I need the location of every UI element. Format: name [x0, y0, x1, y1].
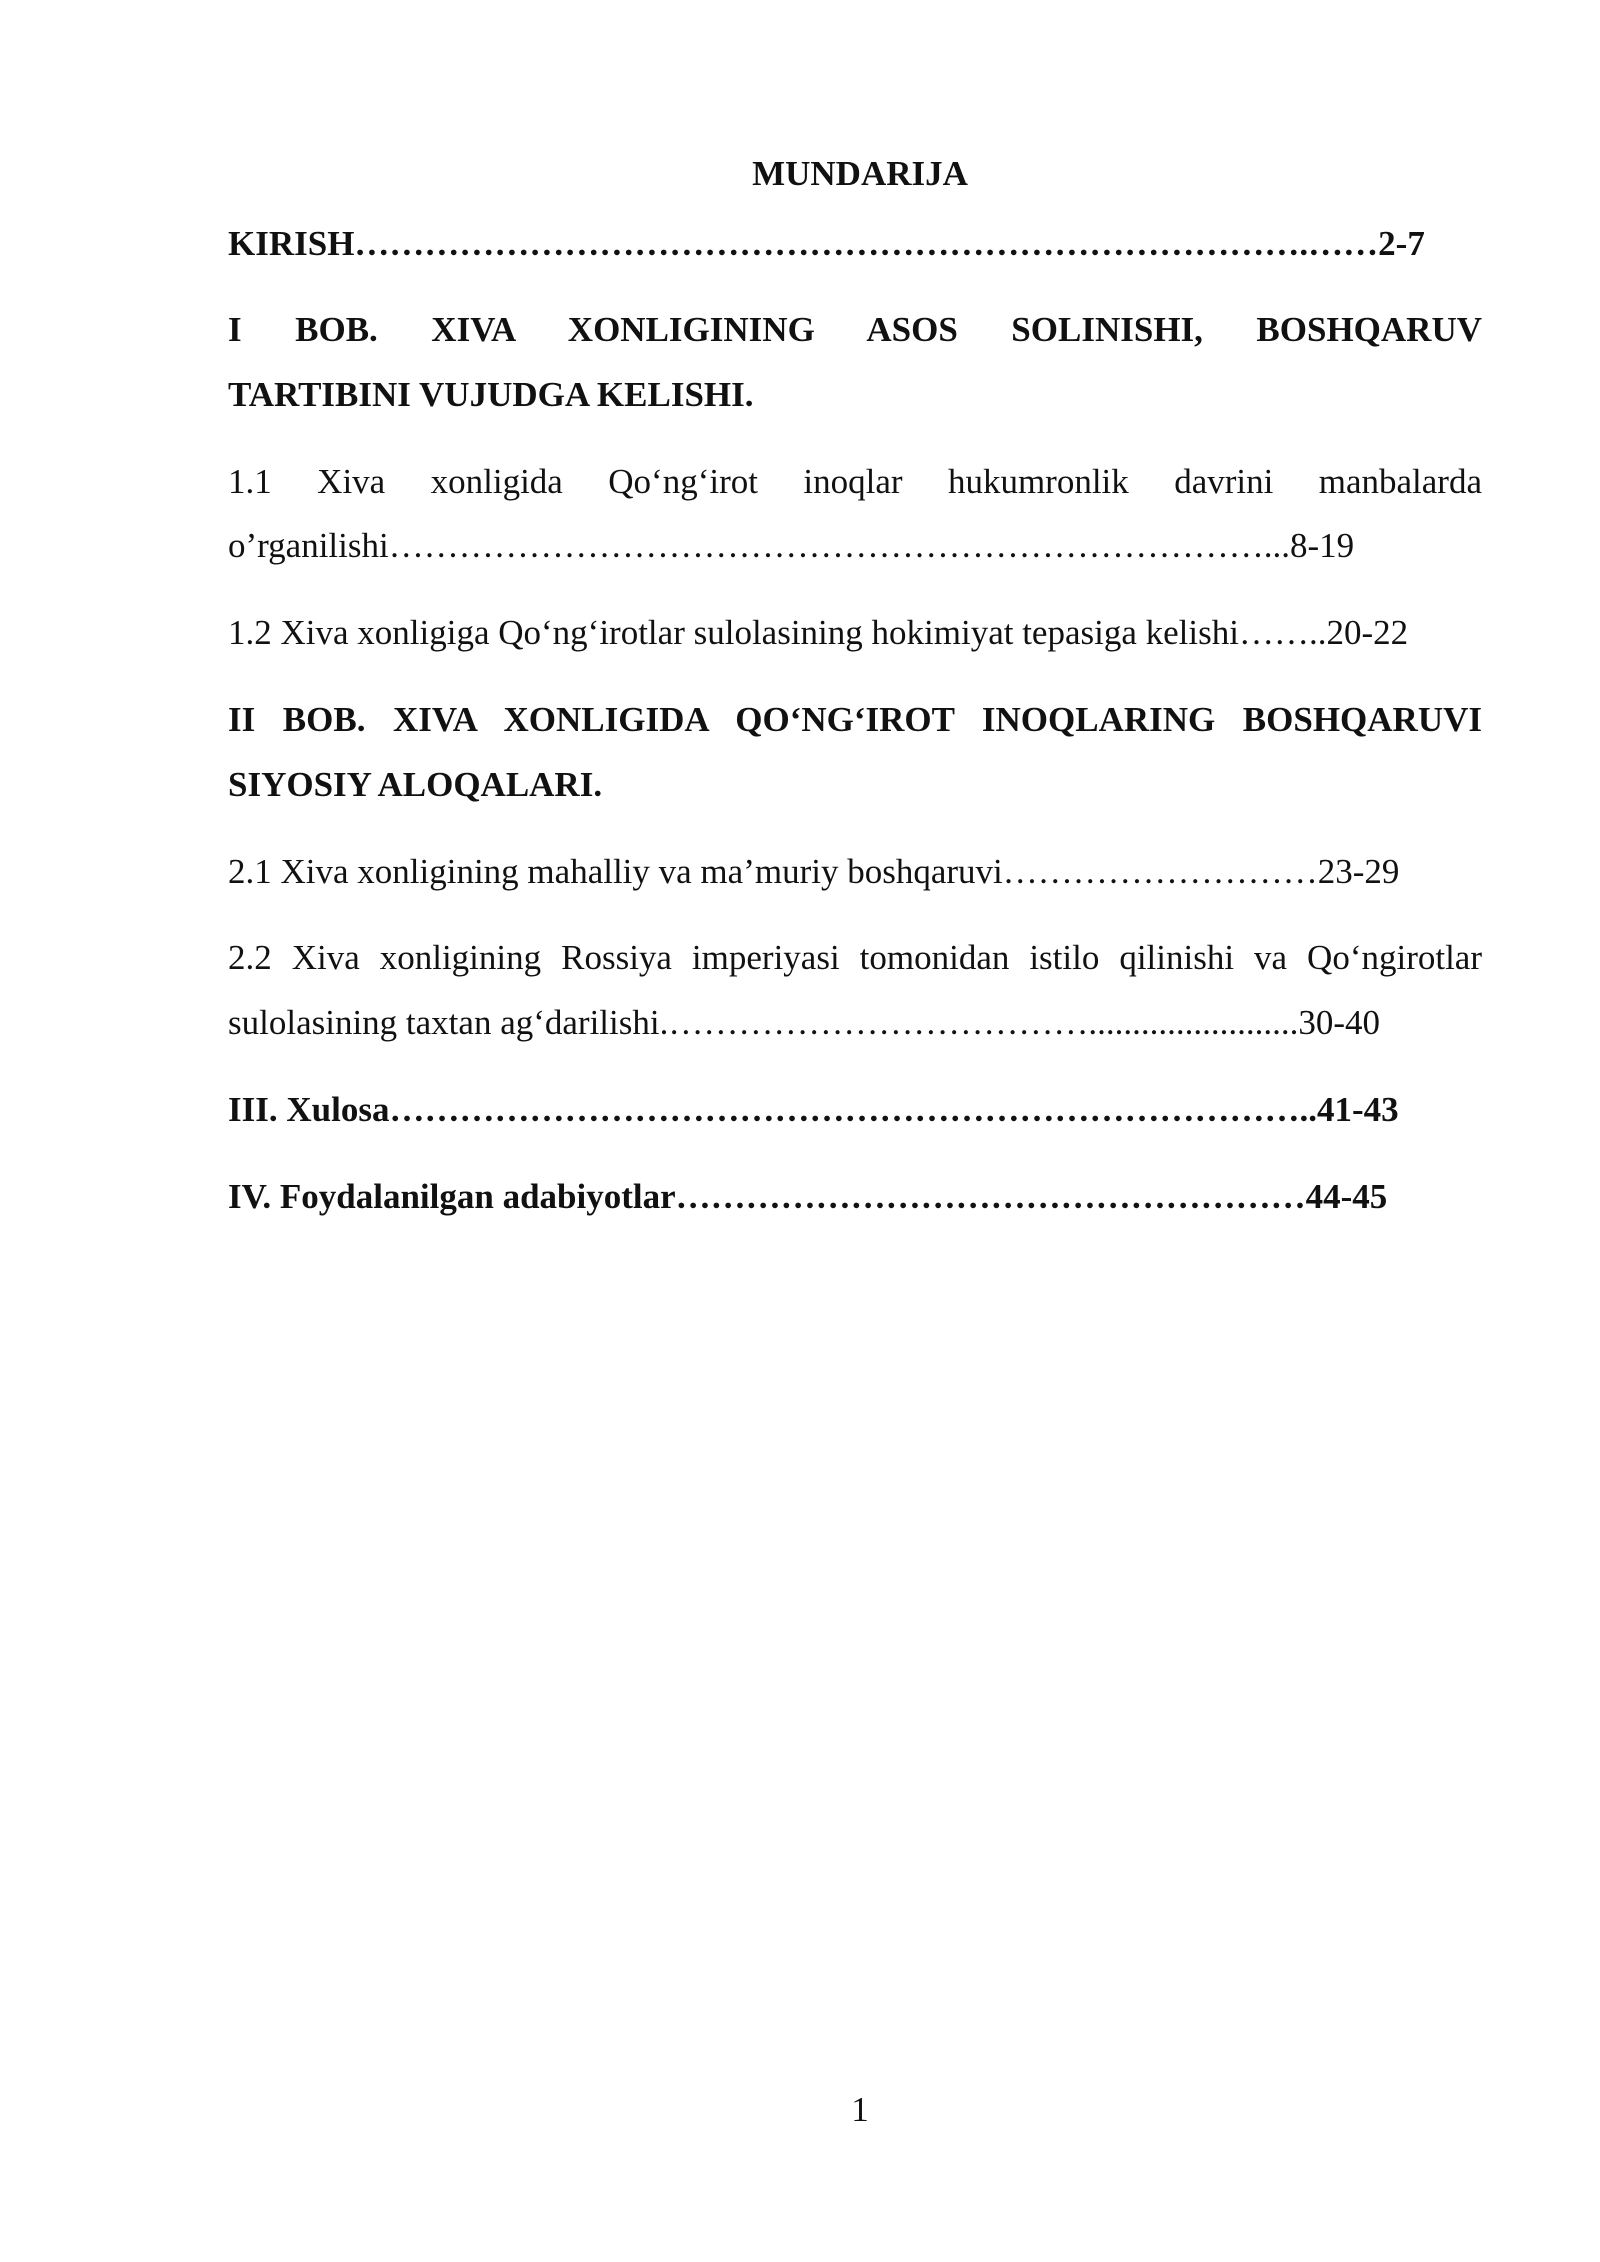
toc-chapter-1-line1: I BOB. XIVA XONLIGINING ASOS SOLINISHI, BOSHQARUV [228, 310, 1482, 349]
page-number: 1 [851, 2090, 869, 2129]
toc-title: MUNDARIJA [752, 154, 968, 193]
toc-chapter-2-line1: II BOB. XIVA XONLIGIDA QO‘NG‘IROT INOQLARING BOSHQARUVI [228, 700, 1482, 739]
toc-section-1-1-line1: 1.1 Xiva xonligida Qo‘ng‘irot inoqlar hukumronlik davrini manbalarda [228, 462, 1482, 501]
toc-section-2-2-line1: 2.2 Xiva xonligining Rossiya imperiyasi tomonidan istilo qilinishi va Qo‘ngirotlar [228, 938, 1482, 977]
toc-entry-adabiyotlar: IV. Foydalanilgan adabiyotlar………………………………………………44-45 [228, 1177, 1388, 1216]
toc-section-2-2-line2: sulolasining taxtan ag‘darilishi.………………………………........................30-40 [228, 1003, 1380, 1042]
toc-entry-kirish: KIRISH……………………………………………………………………….……2-7 [228, 224, 1425, 263]
toc-section-1-1-line2: o’rganilishi…………………………………………………………………...8-19 [228, 526, 1355, 565]
toc-entry-xulosa: III. Xulosa……………………………………………………………………..41-43 [228, 1090, 1399, 1129]
toc-chapter-1-line2: TARTIBINI VUJUDGA KELISHI. [228, 375, 754, 414]
toc-section-2-1: 2.1 Xiva xonligining mahalliy va ma’muriy boshqaruvi………………………23-29 [228, 852, 1400, 891]
toc-section-1-2: 1.2 Xiva xonligiga Qo‘ng‘irotlar sulolasining hokimiyat tepasiga kelishi……..20-22 [228, 613, 1409, 652]
toc-chapter-2-line2: SIYOSIY ALOQALARI. [228, 765, 603, 804]
